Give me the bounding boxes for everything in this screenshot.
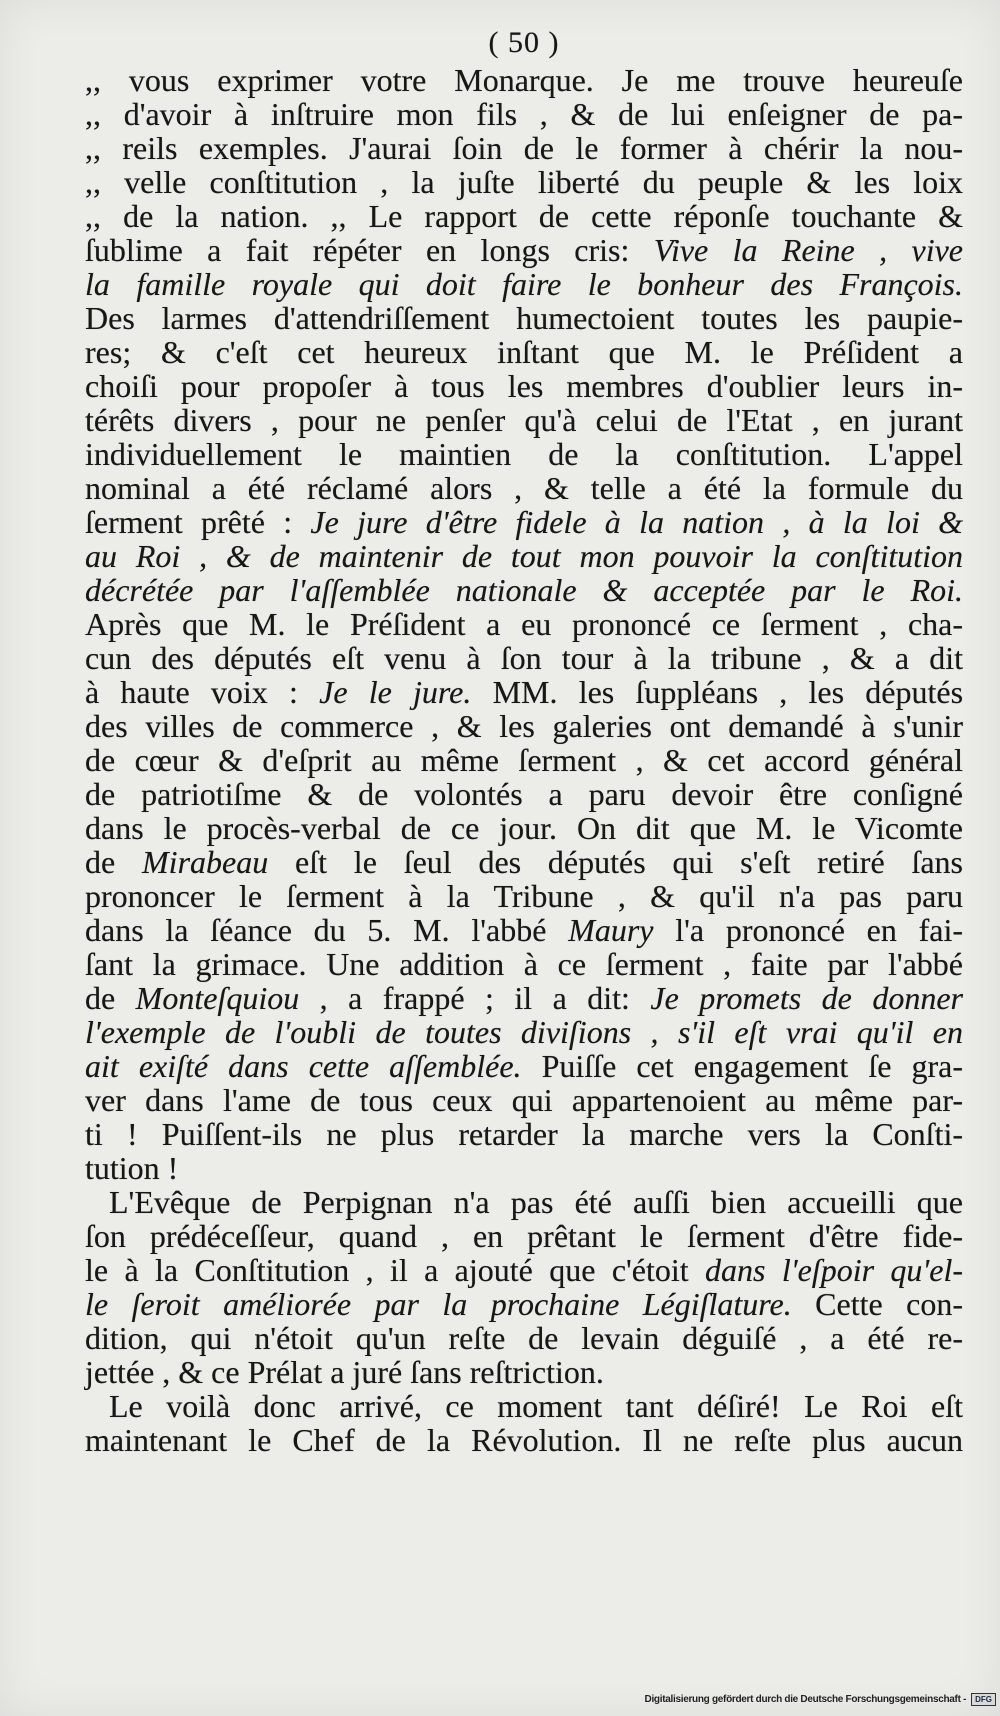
text-run: ſerment prêté : bbox=[85, 504, 311, 540]
text-line bbox=[85, 947, 963, 981]
text-run: ,, velle conſtitution , la juſte liberté du peuple & les loix bbox=[85, 164, 963, 200]
text-line bbox=[85, 1185, 963, 1219]
text-run: dans le procès-verbal de ce jour. On dit que M. le Vicomte bbox=[85, 810, 963, 846]
text-run: ſublime a fait répéter en longs cris: bbox=[85, 232, 654, 268]
text-run: ſant la grimace. Une addition à ce ſerment , faite par l'abbé bbox=[85, 946, 963, 982]
text-run: prononcer le ſerment à la Tribune , & qu'il n'a pas paru bbox=[85, 878, 963, 914]
text-line bbox=[85, 165, 963, 199]
italic-text: au Roi , & de maintenir de tout mon pouvoir la conſtitution bbox=[85, 538, 963, 574]
text-line bbox=[85, 335, 963, 369]
text-run: de cœur & d'eſprit au même ſerment , & cet accord général bbox=[85, 742, 963, 778]
text-line bbox=[85, 1049, 963, 1083]
text-line bbox=[85, 1117, 963, 1151]
text-run: dans la ſéance du 5. M. l'abbé bbox=[85, 912, 569, 948]
text-line bbox=[85, 1151, 963, 1185]
text-line bbox=[85, 437, 963, 471]
text-line bbox=[85, 913, 963, 947]
text-run: tution ! bbox=[85, 1150, 179, 1186]
italic-text: Mirabeau bbox=[142, 844, 269, 880]
text-line bbox=[85, 471, 963, 505]
text-line bbox=[85, 709, 963, 743]
text-run: ſon prédéceſſeur, quand , en prêtant le ſerment d'être fide- bbox=[85, 1218, 963, 1254]
italic-text: Monteſquiou bbox=[135, 980, 300, 1016]
paragraph bbox=[85, 1389, 963, 1457]
text-run: res; & c'eſt cet heureux inſtant que M. le Préſident a bbox=[85, 334, 963, 370]
text-line bbox=[85, 1219, 963, 1253]
text-run: ,, reils exemples. J'aurai ſoin de le former à chérir la nou- bbox=[85, 130, 963, 166]
text-line bbox=[85, 743, 963, 777]
text-line bbox=[85, 981, 963, 1015]
text-run: MM. les ſuppléans , les députés bbox=[471, 674, 964, 710]
italic-text: l'exemple de l'oubli de toutes diviſions , s'il eſt vrai qu'il en bbox=[85, 1014, 963, 1050]
text-run: ,, vous exprimer votre Monarque. Je me trouve heureuſe bbox=[85, 62, 963, 98]
text-line bbox=[85, 573, 963, 607]
text-line bbox=[85, 233, 963, 267]
italic-text: Vive la Reine , vive bbox=[653, 232, 964, 268]
text-run: ver dans l'ame de tous ceux qui appartenoient au même par- bbox=[85, 1082, 963, 1118]
text-line bbox=[85, 607, 963, 641]
text-line bbox=[85, 369, 963, 403]
text-run: eſt le ſeul des députés qui s'eſt retiré ſans bbox=[268, 844, 964, 880]
text-line bbox=[85, 845, 963, 879]
text-run: térêts divers , pour ne penſer qu'à celui de l'Etat , en jurant bbox=[85, 402, 963, 438]
italic-text: le ſeroit améliorée par la prochaine Légiſlature. bbox=[85, 1286, 792, 1322]
text-run: nominal a été réclamé alors , & telle a été la formule du bbox=[85, 470, 963, 506]
text-line bbox=[85, 675, 963, 709]
dfg-logo: DFG bbox=[971, 1693, 996, 1706]
page-number: ( 50 ) bbox=[488, 26, 560, 59]
text-line bbox=[85, 97, 963, 131]
text-run: Des larmes d'attendriſſement humectoient toutes les paupie- bbox=[85, 300, 963, 336]
text-line bbox=[85, 1083, 963, 1117]
text-run: jettée , & ce Prélat a juré ſans reſtriction. bbox=[85, 1354, 604, 1390]
text-line bbox=[85, 267, 963, 301]
italic-text: la famille royale qui doit faire le bonheur des François. bbox=[85, 266, 963, 302]
text-run: de bbox=[85, 844, 143, 880]
text-line bbox=[85, 1355, 963, 1389]
text-line bbox=[85, 641, 963, 675]
text-run: ,, de la nation. ,, Le rapport de cette réponſe touchante & bbox=[85, 198, 963, 234]
text-run: dition, qui n'étoit qu'un reſte de levain déguiſé , a été re- bbox=[85, 1320, 963, 1356]
text-run: Cette con- bbox=[791, 1286, 964, 1322]
paragraph bbox=[85, 63, 963, 1185]
text-line bbox=[85, 539, 963, 573]
digitization-credit-text: Digitalisierung gefördert durch die Deutsche Forschungsgemeinschaft - bbox=[644, 1694, 967, 1705]
text-run: des villes de commerce , & les galeries ont demandé à s'unir bbox=[85, 708, 963, 744]
text-run: individuellement le maintien de la conſtitution. L'appel bbox=[85, 436, 963, 472]
text-run: l'a prononcé en fai- bbox=[653, 912, 964, 948]
text-line bbox=[85, 1389, 963, 1423]
text-line bbox=[85, 1015, 963, 1049]
text-line bbox=[85, 777, 963, 811]
italic-text: Je le jure. bbox=[319, 674, 472, 710]
paragraph bbox=[85, 1185, 963, 1389]
text-line bbox=[85, 63, 963, 97]
text-run: L'Evêque de Perpignan n'a pas été auſſi bien accueilli que bbox=[109, 1184, 963, 1220]
text-line bbox=[85, 403, 963, 437]
text-run: Le voilà donc arrivé, ce moment tant déſiré! Le Roi eſt bbox=[109, 1388, 963, 1424]
italic-text: Je promets de donner bbox=[650, 980, 964, 1016]
text-run: de patriotiſme & de volontés a paru devoir être conſigné bbox=[85, 776, 963, 812]
italic-text: dans l'eſpoir qu'el- bbox=[705, 1252, 964, 1288]
italic-text: Maury bbox=[568, 912, 654, 948]
text-line bbox=[85, 1287, 963, 1321]
text-line bbox=[85, 199, 963, 233]
text-line bbox=[85, 811, 963, 845]
text-run: le à la Conſtitution , il a ajouté que c'étoit bbox=[85, 1252, 706, 1288]
text-run: de bbox=[85, 980, 136, 1016]
text-line bbox=[85, 1253, 963, 1287]
text-run: cun des députés eſt venu à ſon tour à la tribune , & a dit bbox=[85, 640, 963, 676]
body-text bbox=[85, 63, 963, 1457]
text-run: choiſi pour propoſer à tous les membres d'oublier leurs in- bbox=[85, 368, 963, 404]
text-run: Puiſſe cet engagement ſe gra- bbox=[521, 1048, 964, 1084]
text-run: , a frappé ; il a dit: bbox=[299, 980, 651, 1016]
text-run: Après que M. le Préſident a eu prononcé ce ſerment , cha- bbox=[85, 606, 963, 642]
text-line bbox=[85, 505, 963, 539]
italic-text: ait exiſté dans cette aſſemblée. bbox=[85, 1048, 522, 1084]
italic-text: Je jure d'être fidele à la nation , à la loi & bbox=[310, 504, 963, 540]
text-line bbox=[85, 131, 963, 165]
italic-text: décrétée par l'aſſemblée nationale & acceptée par le Roi. bbox=[85, 572, 963, 608]
digitization-credit bbox=[645, 1693, 996, 1706]
text-line bbox=[85, 1321, 963, 1355]
text-line bbox=[85, 301, 963, 335]
text-run: ,, d'avoir à inſtruire mon fils , & de lui enſeigner de pa- bbox=[85, 96, 963, 132]
text-run: à haute voix : bbox=[85, 674, 320, 710]
text-line bbox=[85, 879, 963, 913]
text-run: ti ! Puiſſent-ils ne plus retarder la marche vers la Conſti- bbox=[85, 1116, 963, 1152]
text-line bbox=[85, 1423, 963, 1457]
text-run: maintenant le Chef de la Révolution. Il ne reſte plus aucun bbox=[85, 1422, 963, 1458]
